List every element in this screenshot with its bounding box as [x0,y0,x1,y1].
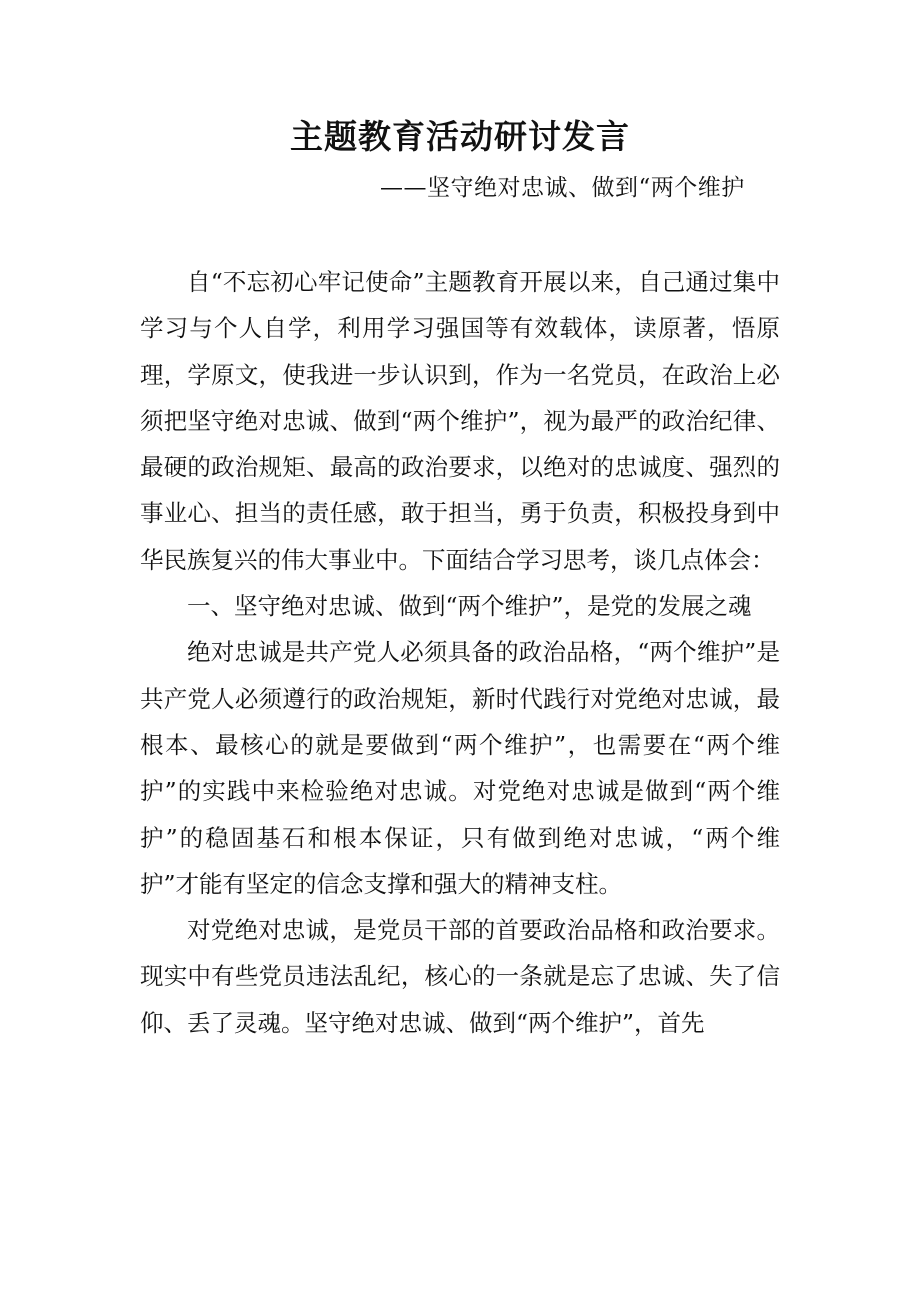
paragraph-loyalty: 绝对忠诚是共产党人必须具备的政治品格，“两个维护”是共产党人必须遵行的政治规矩，新时代践行对党绝对忠诚，最根本、最核心的就是要做到“两个维护”，也需要在“两个维护”的实践中来检验绝对忠诚。对党绝对忠诚是做到“两个维护”的稳固基石和根本保证，只有做到绝对忠诚，“两个维护”才能有坚定的信念支撑和强大的精神支柱。 [140,638,780,898]
paragraph-political-quality: 对党绝对忠诚，是党员干部的首要政治品格和政治要求。现实中有些党员违法乱纪，核心的一条就是忘了忠诚、失了信仰、丢了灵魂。坚守绝对忠诚、做到“两个维护”，首先 [140,916,780,1037]
document-body [140,259,780,1046]
section-heading-1: 一、坚守绝对忠诚、做到“两个维护”，是党的发展之魂 [187,592,752,621]
document-title: 主题教育活动研讨发言 [290,117,630,156]
paragraph-intro: 自“不忘初心牢记使命”主题教育开展以来，自己通过集中学习与个人自学，利用学习强国等有效载体，读原著，悟原理，学原文，使我进一步认识到，作为一名党员，在政治上必须把坚守绝对忠诚、做到“两个维护”，视为最严的政治纪律、最硬的政治规矩、最高的政治要求，以绝对的忠诚度、强烈的事业心、担当的责任感，敢于担当，勇于负责，积极投身到中华民族复兴的伟大事业中。下面结合学习思考，谈几点体会： [140,268,780,574]
document-subtitle: ——坚守绝对忠诚、做到“两个维护 [380,175,745,201]
